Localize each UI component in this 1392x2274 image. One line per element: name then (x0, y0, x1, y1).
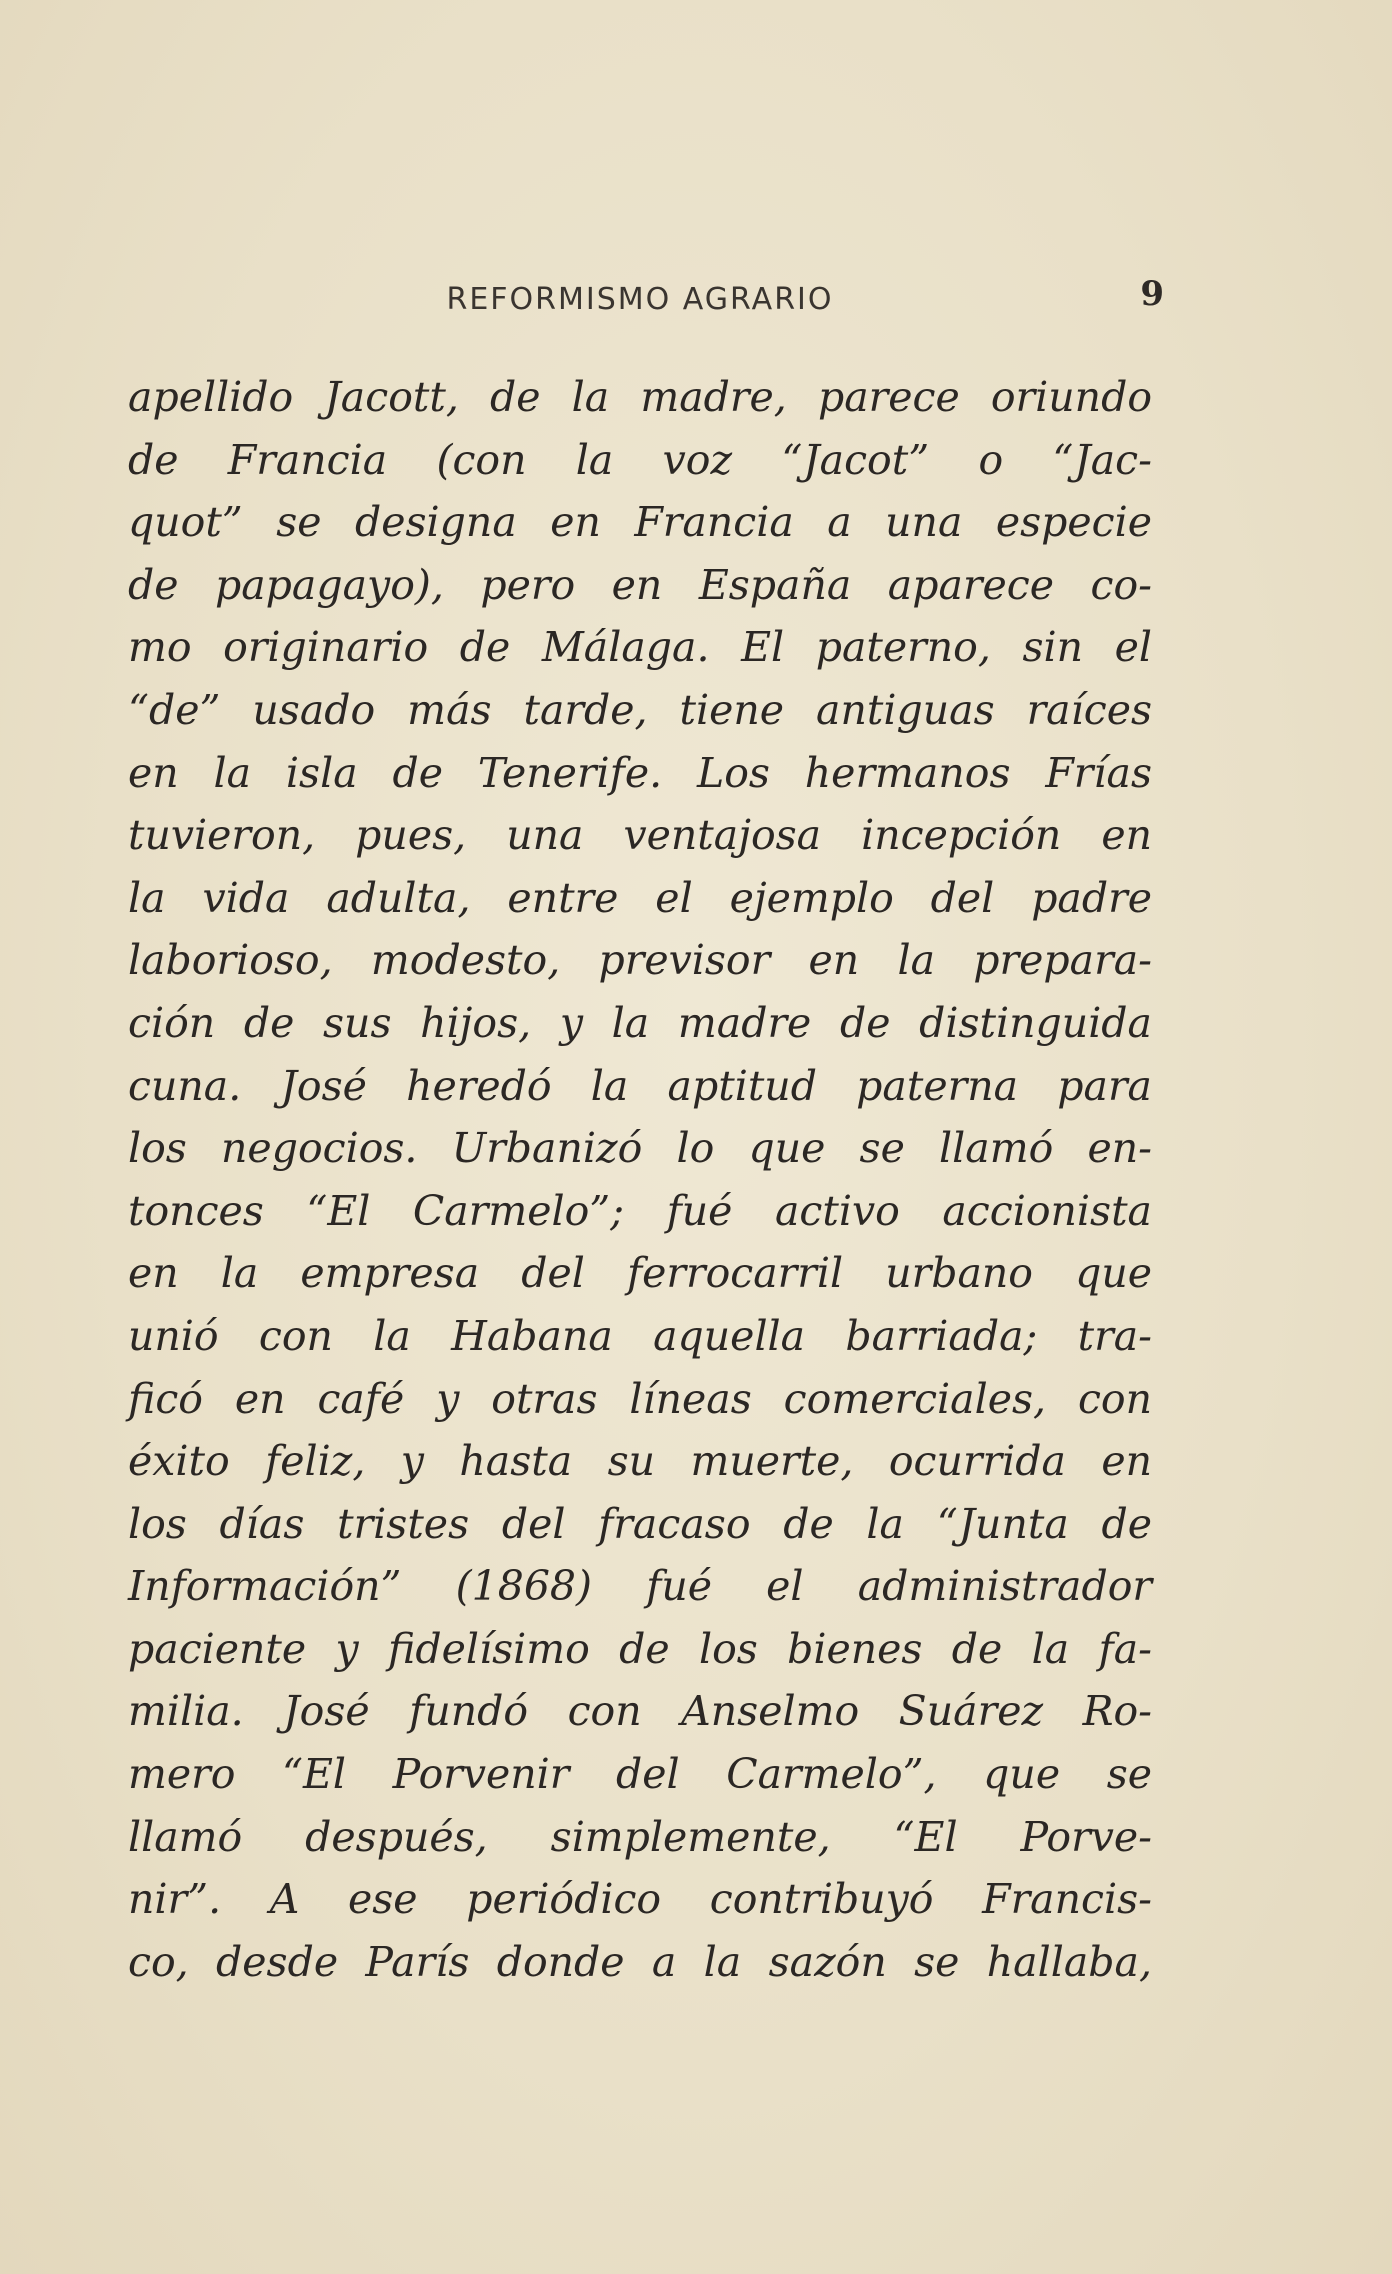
text-line: co, desde París donde a la sazón se hallaba, (128, 1937, 1152, 1986)
text-line: los negocios. Urbanizó lo que se llamó en- (128, 1124, 1152, 1173)
text-line: la vida adulta, entre el ejemplo del padre (128, 873, 1152, 922)
text-line: éxito feliz, y hasta su muerte, ocurrida en (128, 1437, 1152, 1486)
text-line: en la empresa del ferrocarril urbano que (128, 1249, 1152, 1298)
text-line: de Francia (con la voz “Jacot” o “Jac- (128, 435, 1152, 484)
text-line: unió con la Habana aquella barriada; tra- (128, 1311, 1152, 1360)
text-line: Información” (1868) fué el administrador (128, 1562, 1152, 1611)
text-line: de papagayo), pero en España aparece co- (128, 560, 1152, 609)
text-line: quot” se designa en Francia a una especie (128, 498, 1152, 547)
text-line: los días tristes del fracaso de la “Junta de (128, 1499, 1152, 1548)
text-line: paciente y fidelísimo de los bienes de la fa- (128, 1624, 1152, 1673)
text-line: mo originario de Málaga. El paterno, sin el (128, 623, 1152, 672)
text-line: llamó después, simplemente, “El Porve- (128, 1812, 1152, 1861)
page-header (128, 272, 1164, 332)
page-number: 9 (1140, 274, 1164, 314)
text-line: nir”. A ese periódico contribuyó Francis- (128, 1875, 1152, 1924)
body-text (128, 366, 1152, 1993)
text-line: tuvieron, pues, una ventajosa incepción en (128, 811, 1152, 860)
text-line: ción de sus hijos, y la madre de distinguida (128, 998, 1152, 1047)
text-line: cuna. José heredó la aptitud paterna para (128, 1061, 1152, 1110)
text-line: mero “El Porvenir del Carmelo”, que se (128, 1750, 1152, 1799)
text-line: milia. José fundó con Anselmo Suárez Ro- (128, 1687, 1152, 1736)
text-line: tonces “El Carmelo”; fué activo accionista (128, 1186, 1152, 1235)
text-line: “de” usado más tarde, tiene antiguas raíces (128, 685, 1152, 734)
text-line: apellido Jacott, de la madre, parece oriundo (128, 373, 1152, 421)
text-line: en la isla de Tenerife. Los hermanos Frías (128, 748, 1152, 797)
running-title: REFORMISMO AGRARIO (446, 282, 834, 317)
text-line: ficó en café y otras líneas comerciales, con (128, 1374, 1152, 1423)
text-line: laborioso, modesto, previsor en la prepara- (128, 936, 1152, 985)
